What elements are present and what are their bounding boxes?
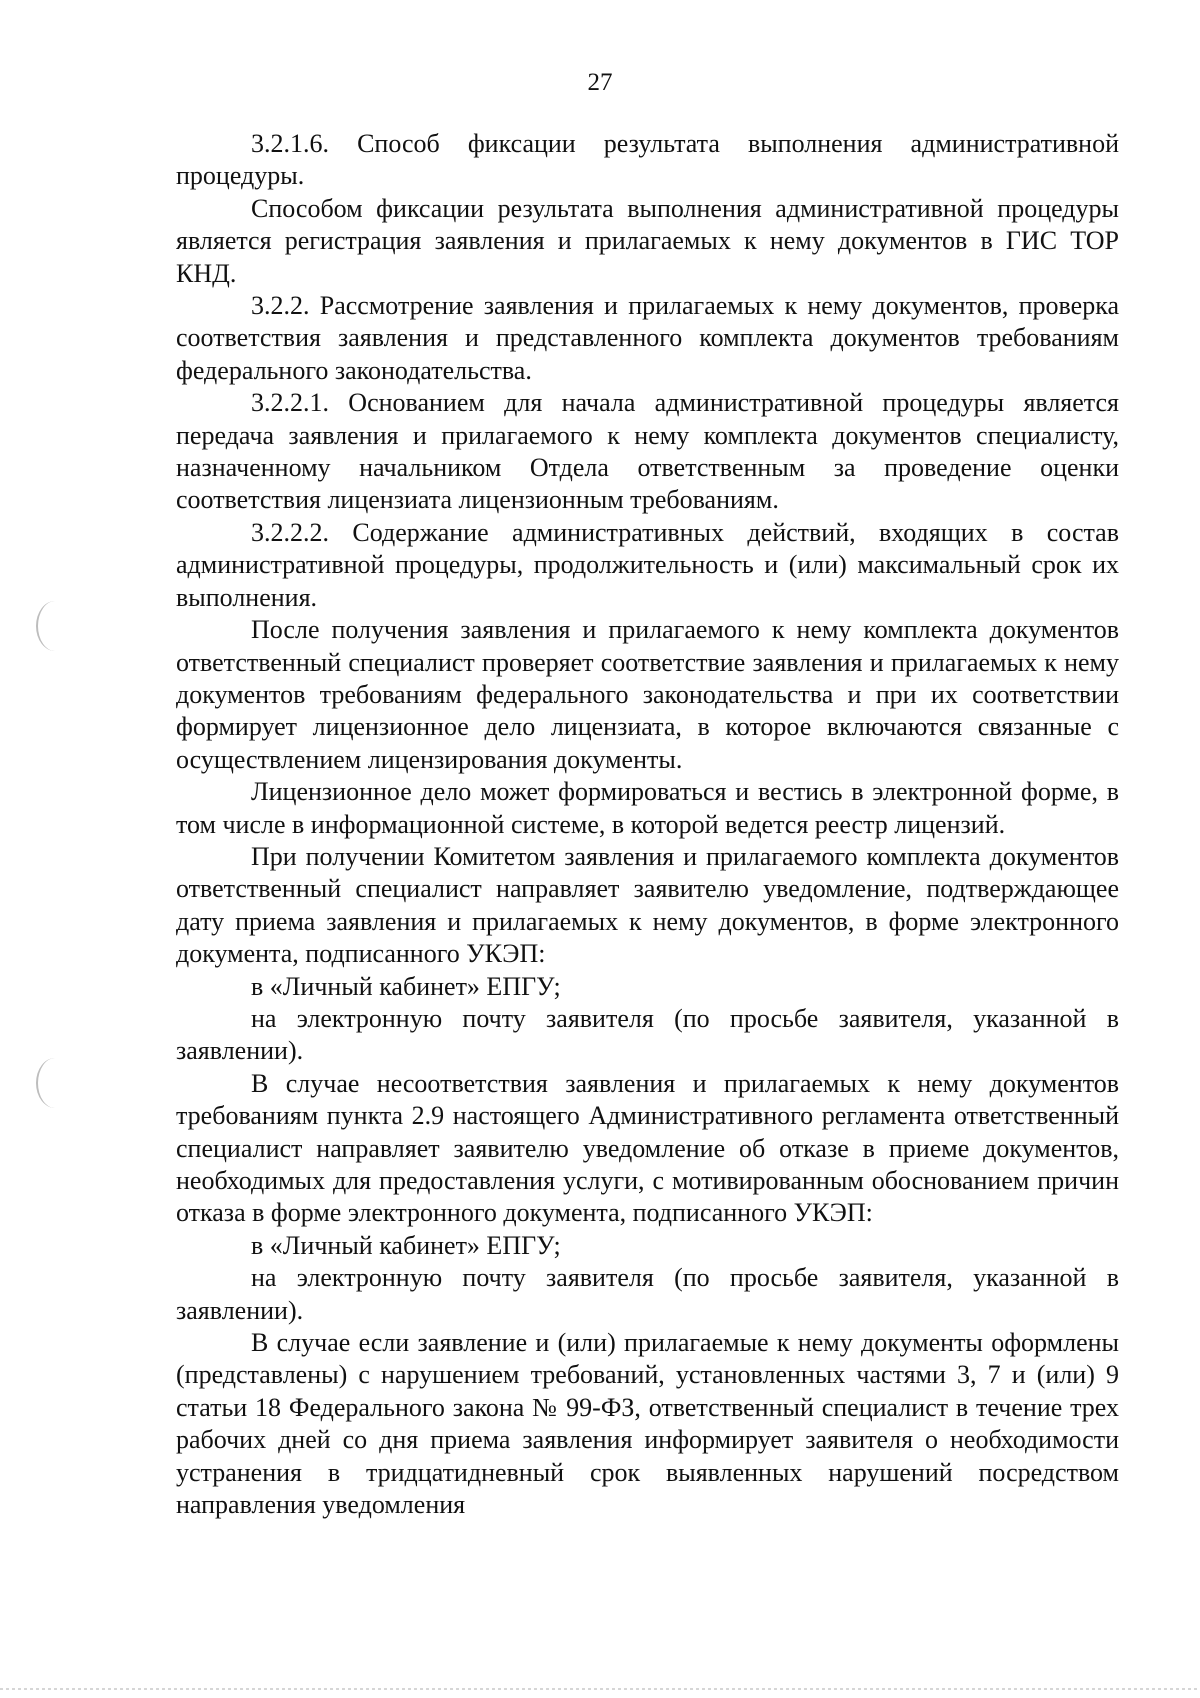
paragraph: Лицензионное дело может формироваться и вестись в электронной форме, в том числе в информационной системе, в которой ведется реестр лицензий. (176, 777, 1119, 839)
paragraph: 3.2.1.6. Способ фиксации результата выполнения административной процедуры. (176, 129, 1119, 191)
paragraph: на электронную почту заявителя (по просьбе заявителя, указанной в заявлении). (176, 1263, 1119, 1325)
paragraph: 3.2.2.2. Содержание административных действий, входящих в состав административной процедуры, продолжительность и (или) максимальный срок их выполнения. (176, 517, 1119, 612)
binder-hole-mark (36, 601, 74, 651)
scan-edge-line (0, 1688, 1200, 1690)
paragraph: При получении Комитетом заявления и прилагаемого комплекта документов ответственный специалист направляет заявителю уведомление, подтверждающее дату приема заявления и прилагаемых к нему документов, в форме электронного документа, подписанного УКЭП: (176, 841, 1119, 969)
paragraph: В случае несоответствия заявления и прилагаемых к нему документов требованиям пункта 2.9 настоящего Административного регламента ответственный специалист направляет заявителю уведомление об отказе в приеме документов, необходимых для предоставления услуги, с мотивированным обоснованием причин отказа в форме электронного документа, подписанного УКЭП: (176, 1068, 1119, 1228)
document-body (176, 128, 1119, 1521)
paragraph: После получения заявления и прилагаемого к нему комплекта документов ответственный специалист проверяет соответствие заявления и прилагаемых к нему документов требованиям федерального законодательства и при их соответствии формирует лицензионное дело лицензиата, в которое включаются связанные с осуществлением лицензирования документы. (176, 615, 1119, 774)
paragraph: в «Личный кабинет» ЕПГУ; (251, 971, 561, 1001)
paragraph: Способом фиксации результата выполнения административной процедуры является регистрация заявления и прилагаемых к нему документов в ГИС ТОР КНД. (176, 193, 1119, 288)
binder-hole-mark (36, 1058, 74, 1108)
paragraph: 3.2.2. Рассмотрение заявления и прилагаемых к нему документов, проверка соответствия заявления и представленного комплекта документов требованиям федерального законодательства. (176, 291, 1119, 385)
page-number: 27 (587, 69, 613, 96)
paragraph: 3.2.2.1. Основанием для начала административной процедуры является передача заявления и прилагаемого к нему комплекта документов специалисту, назначенному начальником Отдела ответственным за проведение оценки соответствия лицензиата лицензионным требованиям. (176, 388, 1119, 515)
paragraph: на электронную почту заявителя (по просьбе заявителя, указанной в заявлении). (176, 1003, 1119, 1066)
paragraph: в «Личный кабинет» ЕПГУ; (251, 1230, 561, 1260)
paragraph: В случае если заявление и (или) прилагаемые к нему документы оформлены (представлены) с нарушением требований, установленных частями 3, 7 и (или) 9 статьи 18 Федерального закона № 99-ФЗ, ответственный специалист в течение трех рабочих дней со дня приема заявления информирует заявителя о необходимости устранения в тридцатидневный срок выявленных нарушений посредством направления уведомления (176, 1328, 1119, 1520)
